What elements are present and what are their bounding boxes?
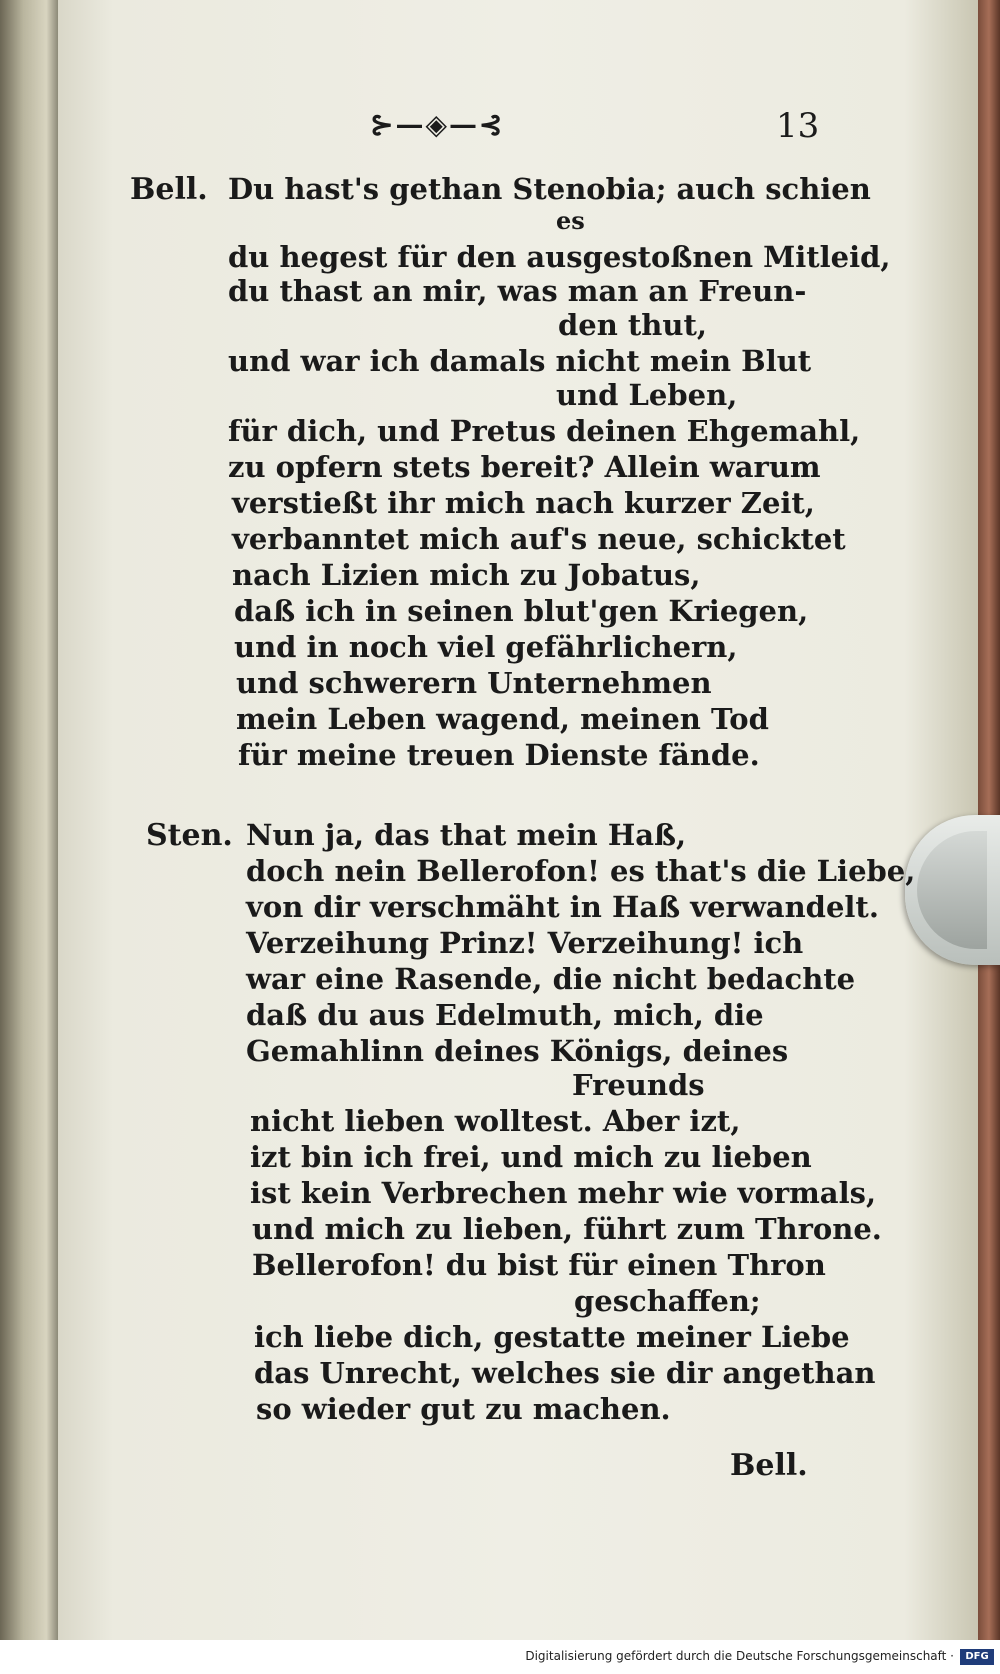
verse-line: daß du aus Edelmuth, mich, die <box>246 998 764 1032</box>
verse-line: das Unrecht, welches sie dir angethan <box>254 1356 876 1390</box>
verse-line: Nun ja, das that mein Haß, <box>246 818 687 852</box>
verse-line: du hegest für den ausgestoßnen Mitleid, <box>228 240 891 274</box>
verse-line: ist kein Verbrechen mehr wie vormals, <box>250 1176 877 1210</box>
verse-line: so wieder gut zu machen. <box>256 1392 671 1426</box>
verse-line: und in noch viel gefährlichern, <box>234 630 738 664</box>
verse-line: es <box>556 206 585 235</box>
facing-page-edge <box>0 0 58 1640</box>
verse-line: izt bin ich frei, und mich zu lieben <box>250 1140 812 1174</box>
verse-line: verbanntet mich auf's neue, schicktet <box>232 522 846 556</box>
speaker-label: Bell. <box>130 172 208 207</box>
verse-line: verstießt ihr mich nach kurzer Zeit, <box>232 486 815 520</box>
footer-credit: Digitalisierung gefördert durch die Deutsche Forschungsgemeinschaft · <box>525 1649 954 1663</box>
verse-line: nicht lieben wolltest. Aber izt, <box>250 1104 741 1138</box>
verse-line: und schwerern Unternehmen <box>236 666 712 700</box>
verse-line: Freunds <box>572 1068 705 1102</box>
verse-line: du thast an mir, was man an Freun- <box>228 274 807 308</box>
verse-line: mein Leben wagend, meinen Tod <box>236 702 769 736</box>
verse-line: den thut, <box>558 308 707 342</box>
verse-line: nach Lizien mich zu Jobatus, <box>232 558 701 592</box>
verse-line: und Leben, <box>556 378 738 412</box>
verse-line: von dir verschmäht in Haß verwandelt. <box>246 890 879 924</box>
footer-bar <box>0 1640 1000 1674</box>
dfg-logo-icon: DFG <box>960 1649 994 1665</box>
verse-line: war eine Rasende, die nicht bedachte <box>246 962 856 996</box>
header-ornament: ⊱—◈—⊰ <box>370 108 505 141</box>
verse-line: Gemahlinn deines Königs, deines <box>246 1034 789 1068</box>
verse-line: Bellerofon! du bist für einen Thron <box>252 1248 826 1282</box>
verse-line: für meine treuen Dienste fände. <box>238 738 760 772</box>
verse-line: für dich, und Pretus deinen Ehgemahl, <box>228 414 861 448</box>
verse-line: geschaffen; <box>574 1284 761 1318</box>
verse-line: daß ich in seinen blut'gen Kriegen, <box>234 594 809 628</box>
speaker-label: Sten. <box>146 818 233 853</box>
verse-line: doch nein Bellerofon! es that's die Liebe, <box>246 854 916 888</box>
page-number: 13 <box>776 106 820 146</box>
verse-line: Du hast's gethan Stenobia; auch schien <box>228 172 871 206</box>
catchword: Bell. <box>730 1448 808 1483</box>
verse-line: zu opfern stets bereit? Allein warum <box>228 450 821 484</box>
verse-line: Verzeihung Prinz! Verzeihung! ich <box>246 926 804 960</box>
verse-line: ich liebe dich, gestatte meiner Liebe <box>254 1320 850 1354</box>
verse-line: und war ich damals nicht mein Blut <box>228 344 812 378</box>
verse-line: und mich zu lieben, führt zum Throne. <box>252 1212 882 1246</box>
